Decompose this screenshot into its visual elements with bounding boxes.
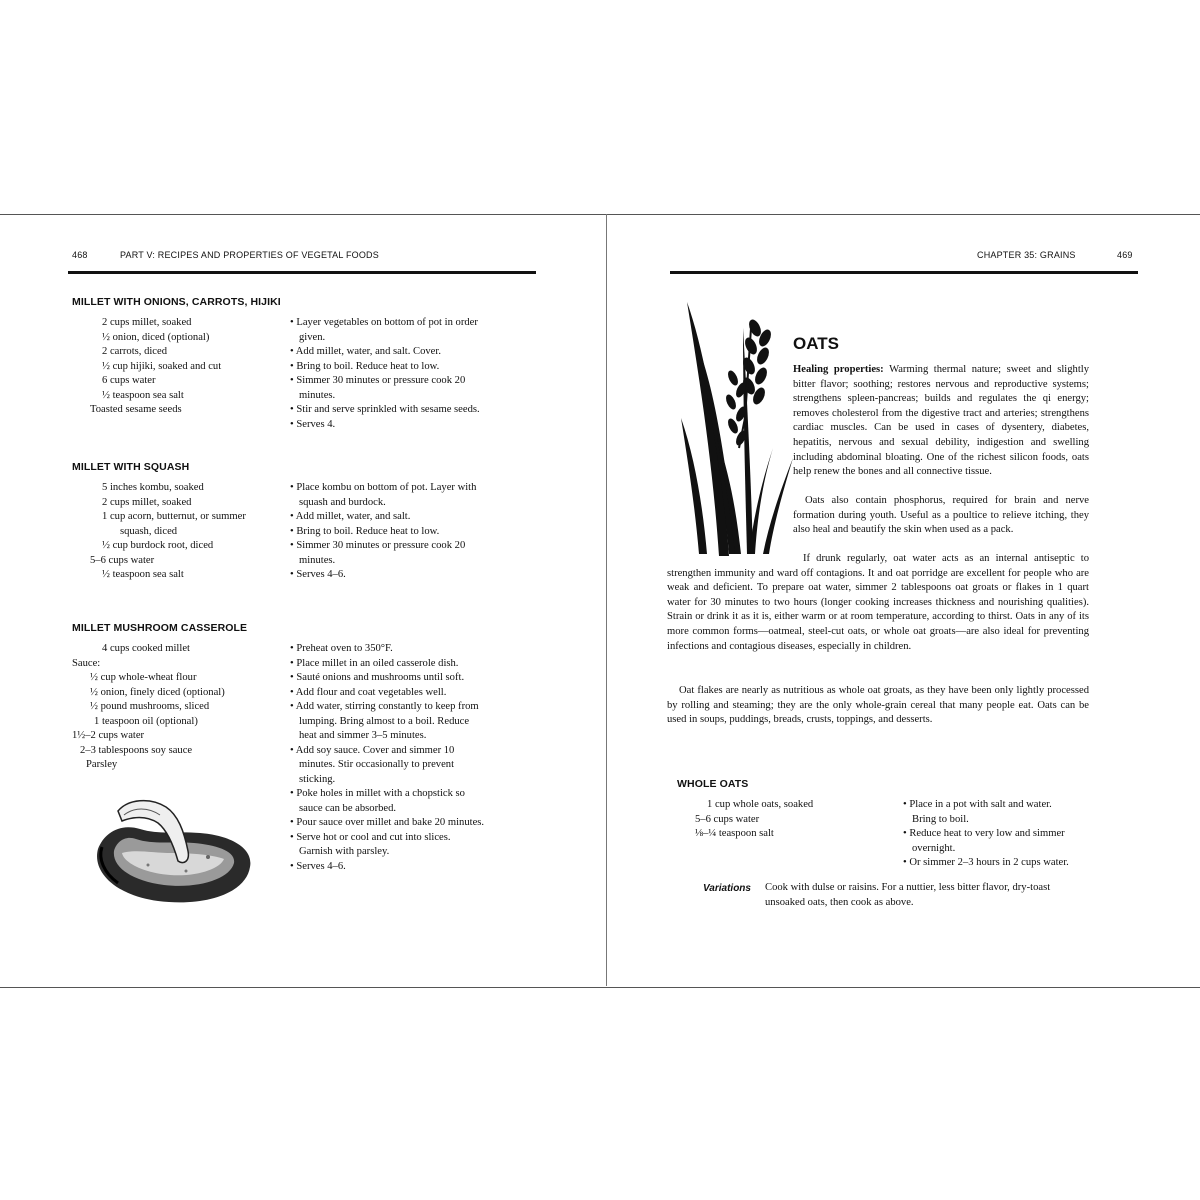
- ingredient: 5–6 cups water: [695, 813, 760, 825]
- variations-line: unsoaked oats, then cook as above.: [765, 896, 914, 908]
- step: • Add flour and coat vegetables well.: [290, 686, 447, 698]
- ingredient: 2 carrots, diced: [102, 346, 168, 357]
- right-page: [607, 214, 1200, 986]
- step: minutes.: [299, 389, 336, 401]
- step-list: [903, 798, 1069, 871]
- oats-intro-paragraph: [793, 363, 1089, 480]
- right-page-number: 469: [1117, 250, 1133, 260]
- healing-properties-label: Healing properties:: [793, 364, 884, 375]
- section-heading: OATS: [793, 334, 839, 353]
- step: • Add soy sauce. Cover and simmer 10: [290, 744, 455, 756]
- recipe-title: MILLET MUSHROOM CASSEROLE: [72, 622, 248, 634]
- step: • Add millet, water, and salt. Cover.: [290, 346, 441, 357]
- right-header-rule: [670, 271, 1138, 274]
- step: overnight.: [912, 842, 956, 854]
- step: • Reduce heat to very low and simmer: [903, 828, 1065, 839]
- step: • Layer vegetables on bottom of pot in order: [290, 317, 478, 328]
- ingredient: 2 cups millet, soaked: [102, 496, 192, 508]
- step: • Add millet, water, and salt.: [290, 511, 411, 522]
- step: squash and burdock.: [299, 496, 386, 508]
- step: given.: [299, 331, 326, 343]
- step-list: [290, 316, 480, 432]
- ingredient: squash, diced: [120, 525, 178, 537]
- step: heat and simmer 3–5 minutes.: [299, 730, 427, 741]
- step: • Serves 4–6.: [290, 860, 346, 872]
- step: • Bring to boil. Reduce heat to low.: [290, 360, 440, 372]
- ingredient: ½ teaspoon sea salt: [102, 389, 184, 401]
- step: • Place in a pot with salt and water.: [903, 799, 1052, 810]
- right-running-head: CHAPTER 35: GRAINS: [977, 250, 1076, 260]
- ingredient: ½ teaspoon sea salt: [102, 569, 184, 580]
- step: • Serves 4–6.: [290, 569, 346, 580]
- ingredient-list: [90, 316, 221, 418]
- left-running-head: PART V: RECIPES AND PROPERTIES OF VEGETAL FOODS: [120, 250, 379, 260]
- step: • Preheat oven to 350°F.: [290, 643, 393, 654]
- left-page-number: 468: [72, 250, 88, 260]
- oats-paragraph: [667, 684, 1089, 728]
- ingredient: 6 cups water: [102, 375, 156, 386]
- step: sauce can be absorbed.: [299, 802, 397, 814]
- step: • Place millet in an oiled casserole dish.: [290, 657, 459, 669]
- variations-text: [765, 881, 1050, 910]
- step: minutes.: [299, 554, 336, 566]
- ingredient: Sauce:: [72, 657, 101, 669]
- step: • Stir and serve sprinkled with sesame seeds.: [290, 404, 480, 415]
- ingredient: 2–3 tablespoons soy sauce: [80, 744, 193, 756]
- ingredient: ⅛–¼ teaspoon salt: [695, 828, 774, 839]
- ingredient: 1 teaspoon oil (optional): [94, 715, 198, 727]
- step: • Bring to boil. Reduce heat to low.: [290, 525, 440, 537]
- paragraph-text: If drunk regularly, oat water acts as an internal antiseptic to strengthen immunity and ward off contagions. It and oat porridge are excellent for people who are weak and deficient. To prepare oat water, simmer 2 tablespoons oat groats or flakes in 1 quart water for 30 minutes to two hours (longer cooking increases thickness and nourishing qualities). Strain or drink it as it is, either warm or at room temperature, according to thirst. Oats in any of its more common forms—oatmeal, steel-cut oats, or whole oat groats—are also ideal for preventing infections and contagious diseases, especially in children.: [667, 553, 1089, 652]
- recipe-title: MILLET WITH SQUASH: [72, 461, 190, 473]
- step: • Poke holes in millet with a chopstick so: [290, 788, 465, 799]
- ingredient: ½ cup burdock root, diced: [102, 540, 214, 551]
- ingredient: 1½–2 cups water: [72, 730, 145, 741]
- step: Garnish with parsley.: [299, 846, 390, 857]
- oats-paragraph: [793, 494, 1089, 538]
- ingredient: Parsley: [86, 759, 118, 770]
- step: • Simmer 30 minutes or pressure cook 20: [290, 540, 466, 551]
- step: • Sauté onions and mushrooms until soft.: [290, 672, 465, 683]
- left-header-rule: [68, 271, 536, 274]
- ingredient: ½ onion, diced (optional): [102, 331, 210, 343]
- step-list: [290, 642, 484, 874]
- ingredient-list: [72, 642, 225, 773]
- step: • Serves 4.: [290, 418, 336, 430]
- ingredient: ½ cup hijiki, soaked and cut: [102, 360, 222, 372]
- left-page: [0, 214, 606, 986]
- step: Bring to boil.: [912, 813, 969, 825]
- step: lumping. Bring almost to a boil. Reduce: [299, 715, 470, 727]
- ingredient: ½ cup whole-wheat flour: [90, 672, 197, 683]
- step: • Place kombu on bottom of pot. Layer with: [290, 482, 477, 493]
- casserole-illustration: [88, 789, 260, 907]
- ingredient: 4 cups cooked millet: [102, 643, 190, 654]
- step: • Pour sauce over millet and bake 20 minutes.: [290, 817, 485, 828]
- step: • Or simmer 2–3 hours in 2 cups water.: [903, 857, 1069, 868]
- variations-line: Cook with dulse or raisins. For a nuttier, less bitter flavor, dry-toast: [765, 882, 1051, 893]
- step-list: [290, 481, 476, 583]
- variations-label: Variations: [703, 883, 751, 894]
- step: • Simmer 30 minutes or pressure cook 20: [290, 375, 466, 386]
- ingredient: 5–6 cups water: [90, 554, 155, 566]
- ingredient: 2 cups millet, soaked: [102, 317, 192, 328]
- ingredient-list: [695, 798, 813, 842]
- ingredient: ½ onion, finely diced (optional): [90, 686, 225, 698]
- paragraph-text: Oat flakes are nearly as nutritious as whole oat groats, as they have been only lightly processed by rolling and steaming; they are the only whole-grain cereal that many people eat. Oats can be used in soups, puddings, breads, crusts, toppings, and desserts.: [667, 685, 1089, 726]
- ingredient-list: [90, 481, 246, 583]
- recipe-title: WHOLE OATS: [677, 778, 749, 790]
- oats-plant-illustration: [677, 298, 801, 560]
- ingredient: ½ pound mushrooms, sliced: [90, 701, 210, 712]
- step: sticking.: [299, 773, 336, 785]
- paragraph-text: Warming thermal nature; sweet and slightly bitter flavor; soothing; restores nervous and reproductive systems; strengthens spleen-pancreas; builds and regulates the qi energy; removes cholesterol from the digestive tract and arteries; strengthens cardiac muscles. Can be used in cases of dysentery, diabetes, hepatitis, nervous and sexual debility, indigestion and swelling including abdominal bloating. One of the richest silicon foods, oats help renew the bones and all connective tissue.: [793, 364, 1090, 478]
- recipe-title: MILLET WITH ONIONS, CARROTS, HIJIKI: [72, 296, 281, 308]
- step: • Serve hot or cool and cut into slices.: [290, 831, 451, 843]
- step: minutes. Stir occasionally to prevent: [299, 759, 455, 770]
- ingredient: 1 cup acorn, butternut, or summer: [102, 511, 246, 522]
- ingredient: 5 inches kombu, soaked: [102, 482, 204, 493]
- ingredient: Toasted sesame seeds: [90, 404, 182, 415]
- paragraph-text: Oats also contain phosphorus, required for brain and nerve formation during youth. Useful as a poultice to relieve itching, they also heal and beautify the skin when used as a pack.: [793, 495, 1089, 536]
- step: • Add water, stirring constantly to keep from: [290, 701, 479, 712]
- ingredient: 1 cup whole oats, soaked: [707, 799, 814, 810]
- oats-paragraph: [667, 552, 1089, 654]
